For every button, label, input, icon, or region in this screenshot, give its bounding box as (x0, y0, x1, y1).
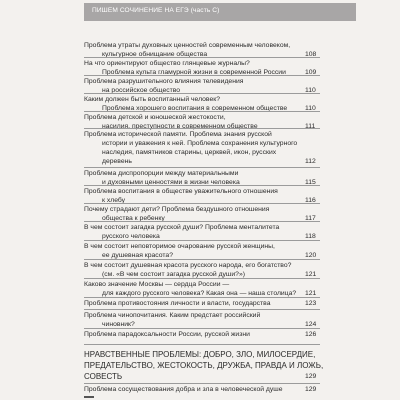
toc-entry-line: Проблема чинопочитания. Каким предстает российский (84, 312, 261, 319)
section-heading-line: НРАВСТВЕННЫЕ ПРОБЛЕМЫ: ДОБРО, ЗЛО, МИЛОСЕРДИЕ, (84, 350, 316, 359)
toc-entry-line: на российское общество (102, 87, 181, 94)
toc-page-number: 129 (305, 386, 317, 393)
toc-entry-line: Проблема детской и юношеской жестокости, (84, 114, 226, 121)
toc-entry-line: Проблема исторической памяти. Проблема знания русской (84, 131, 272, 138)
toc-entry-line: чиновник? (102, 321, 135, 328)
toc-entry-line: На что ориентируют общество глянцевые журналы? (84, 60, 250, 67)
entry-divider (84, 297, 320, 298)
toc-entry-line: Каким должен быть воспитанный человек? (84, 96, 220, 103)
toc-page-number: 123 (305, 300, 317, 307)
toc-page-number: 110 (305, 105, 316, 112)
toc-entry-line: насилия, преступности в современном обществе (102, 123, 258, 130)
toc-entry-line: (см. «В чем состоит загадка русской души?») (102, 271, 246, 278)
toc-page-number: 120 (305, 252, 317, 259)
toc-entry-line: Проблема парадоксальности России, русской жизни (84, 331, 250, 338)
entry-divider (84, 93, 320, 94)
entry-divider (84, 383, 320, 384)
entry-divider (84, 328, 320, 329)
toc-entry-line: деревень (102, 158, 132, 165)
toc-entry-line: Проблема культа гламурной жизни в современной России (102, 69, 286, 76)
entry-divider (84, 75, 320, 76)
entry-divider (84, 111, 320, 112)
toc-entry-line: Проблема хорошего воспитания в современном обществе (102, 105, 288, 112)
toc-page-number: 115 (305, 179, 316, 186)
toc-entry-line: наследия, памятников старины, церквей, икон, русских (102, 149, 277, 156)
toc-page-number: 111 (305, 123, 316, 130)
toc-page-number: 112 (305, 158, 316, 165)
toc-entry-line: для каждого русского человека? Какая она — наша столица? (102, 290, 297, 297)
toc-page-number: 116 (305, 197, 316, 204)
entry-divider (84, 128, 320, 129)
entry-divider (84, 57, 320, 58)
entry-divider (84, 259, 320, 260)
toc-page-number: 117 (305, 215, 316, 222)
toc-entry-line: Проблема диспропорции между материальными (84, 170, 239, 177)
toc-entry-line: русского человека (102, 233, 160, 240)
running-header: ПИШЕМ СОЧИНЕНИЕ НА ЕГЭ (часть С) (92, 7, 220, 14)
section-heading-line: ПРЕДАТЕЛЬСТВО, ЖЕСТОКОСТЬ, ДРУЖБА, ПРАВДА И ЛОЖЬ, (84, 361, 324, 370)
entry-divider (84, 240, 320, 241)
toc-page-number: 121 (305, 290, 317, 297)
toc-entry-line: Проблема противостояния личности и власти, государства (84, 300, 271, 307)
toc-entry-line: Проблема разрушительного влияния телевидения (84, 78, 244, 85)
toc-page-number: 118 (305, 233, 316, 240)
toc-entry-line: Проблема утраты духовных ценностей современным человеком, (84, 42, 291, 49)
toc-entry-line: истории и уважения к ней. Проблема сохранения культурного (102, 140, 298, 147)
entry-divider (84, 185, 320, 186)
toc-page-number: 126 (305, 331, 317, 338)
page-edge-mark (84, 396, 94, 398)
entry-divider (84, 167, 320, 168)
entry-divider (84, 309, 320, 310)
toc-page-number: 124 (305, 321, 317, 328)
toc-page-number: 110 (305, 87, 316, 94)
toc-entry-line: ее душевная красота? (102, 252, 173, 259)
toc-page-number: 108 (305, 51, 317, 58)
toc-entry-line: В чем состоит неповторимое очарование русской женщины, (84, 243, 275, 250)
toc-entry-line: и духовными ценностями в жизни человека (102, 179, 240, 186)
toc-entry-line: кульгурное обнищание общества (102, 51, 208, 58)
entry-divider (84, 278, 320, 279)
entry-divider (84, 344, 320, 345)
toc-entry-line: Проблема сосуществования добра и зла в человеческой душе (84, 386, 283, 393)
toc-entry-line: В чем состоит загадка русской души? Проблема менталитета (84, 224, 280, 231)
entry-divider (84, 221, 320, 222)
section-page-number: 129 (305, 373, 317, 380)
toc-entry-line: В чем состоит душевная красота русского народа, его богатство? (84, 262, 292, 269)
toc-entry-line: Проблема воспитания в обществе уважительного отношения (84, 188, 278, 195)
toc-entry-line: Каково значение Москвы — сердца России — (84, 281, 230, 288)
toc-entry-line: Почему страдают дети? Проблема бездушного отношения (84, 206, 270, 213)
section-heading-line: СОВЕСТЬ (84, 372, 123, 381)
toc-entry-line: общества к ребенку (102, 215, 165, 222)
toc-page-number: 121 (305, 271, 317, 278)
entry-divider (84, 203, 320, 204)
toc-page-number: 109 (305, 69, 317, 76)
toc-entry-line: к хлебу (102, 197, 126, 204)
